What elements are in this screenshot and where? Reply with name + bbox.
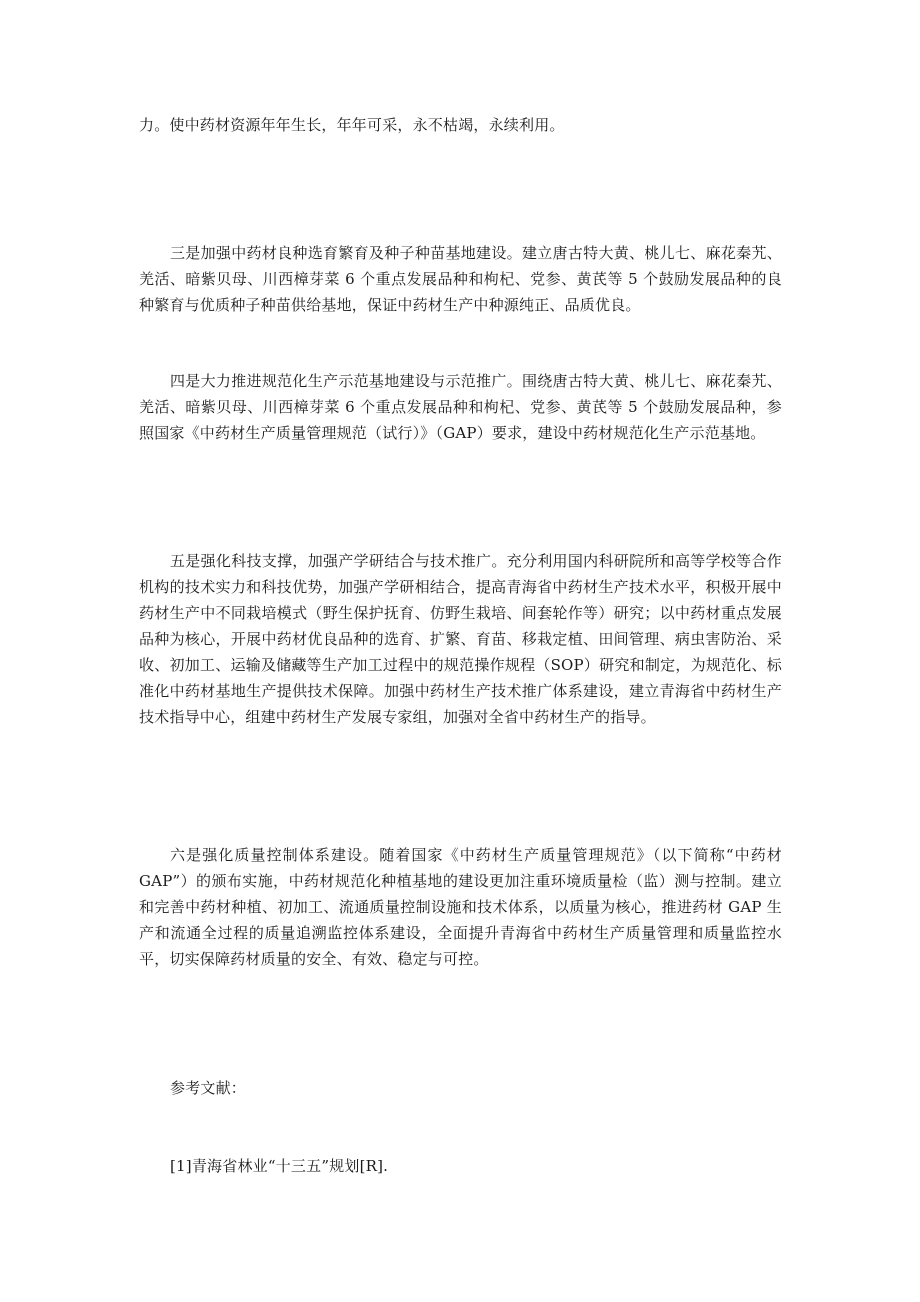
paragraph-gap-demonstration: 四是大力推进规范化生产示范基地建设与示范推广。围绕唐古特大黄、桃儿七、麻花秦艽、羌活、暗紫贝母、川西樟芽菜 6 个重点发展品种和枸杞、党参、黄芪等 5 个鼓励发展品种，参照国家《中药材生产质量管理规范（试行）》（GAP）要求，建设中药材规范化生产示范基地。 [139,372,782,442]
paragraph-technology-support: 五是强化科技支撑，加强产学研结合与技术推广。充分利用国内科研院所和高等学校等合作机构的技术实力和科技优势，加强产学研相结合，提高青海省中药材生产技术水平，积极开展中药材生产中不同栽培模式（野生保护抚育、仿野生栽培、间套轮作等）研究；以中药材重点发展品种为核心，开展中药材优良品种的选育、扩繁、育苗、移栽定植、田间管理、病虫害防治、采收、初加工、运输及储藏等生产加工过程中的规范操作规程（SOP）研究和制定，为规范化、标准化中药材基地生产提供技术保障。加强中药材生产技术推广体系建设，建立青海省中药材生产技术指导中心，组建中药材生产发展专家组，加强对全省中药材生产的指导。 [139,552,782,726]
reference-item: [1]青海省林业“十三五”规划[R]. [170,1157,389,1175]
paragraph-continuation: 力。使中药材资源年年生长，年年可采，永不枯竭，永续利用。 [139,116,565,134]
references-heading: 参考文献： [170,1079,247,1097]
paragraph-quality-control: 六是强化质量控制体系建设。随着国家《中药材生产质量管理规范》（以下简称“中药材 GAP”）的颁布实施，中药材规范化种植基地的建设更加注重环境质量检（监）测与控制。建立和完善中药材种植、初加工、流通质量控制设施和技术体系，以质量为核心，推进药材 GAP 生产和流通全过程的质量追溯监控体系建设，全面提升青海省中药材生产质量管理和质量监控水平，切实保障药材质量的安全、有效、稳定与可控。 [139,846,782,968]
paragraph-seed-breeding: 三是加强中药材良种选育繁育及种子种苗基地建设。建立唐古特大黄、桃儿七、麻花秦艽、羌活、暗紫贝母、川西樟芽菜 6 个重点发展品种和枸杞、党参、黄芪等 5 个鼓励发展品种的良种繁育与优质种子种苗供给基地，保证中药材生产中种源纯正、品质优良。 [139,244,782,314]
